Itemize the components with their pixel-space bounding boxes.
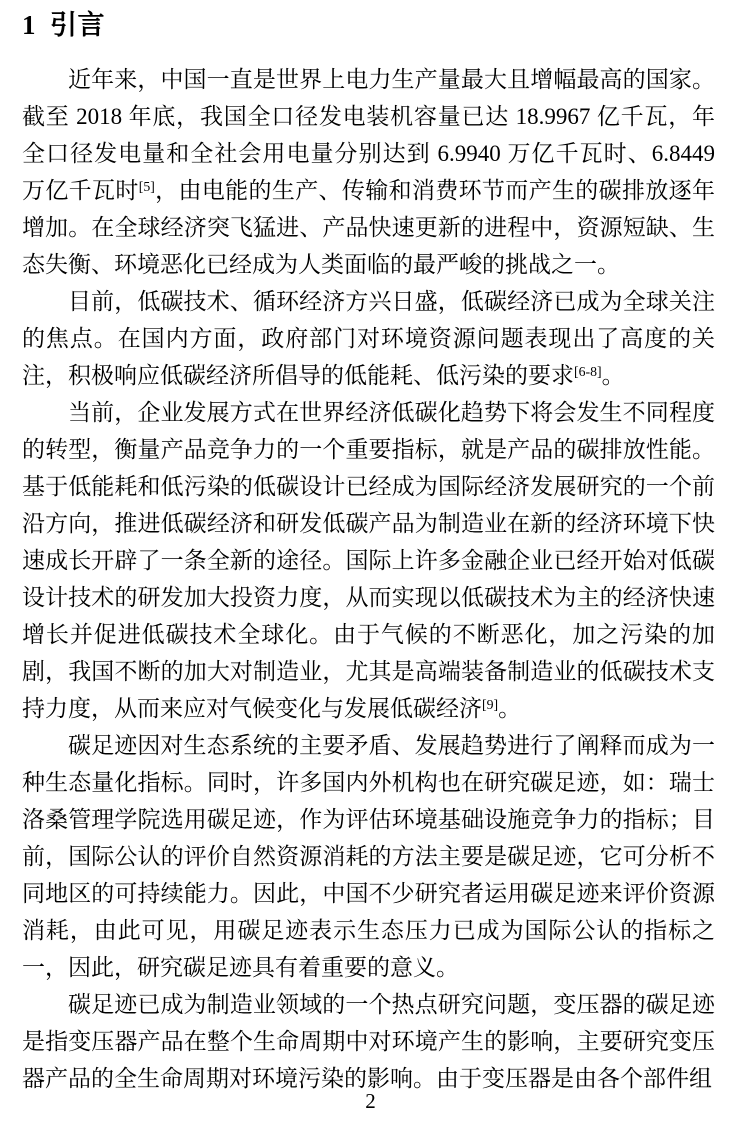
section-number: 1 [22, 10, 36, 40]
paragraph-enterprise-transition [22, 394, 715, 727]
paragraph-intro-power [22, 61, 715, 283]
section-heading [22, 8, 715, 42]
text-run: 。 [601, 363, 625, 388]
text-run: 碳足迹已成为制造业领域的一个热点研究问题，变压器的碳足迹是指变压器产品在整个生命周期中对环境产生的影响，主要研究变压器产品的全生命周期对环境污染的影响。由于变压器是由各个部件组 [22, 992, 715, 1091]
text-run: 近年来，中国一直是世界上电力生产量最大且增幅最高的国家。截至 2018 年底，我国全口径发电装机容量已达 18.9967 亿千瓦，年全口径发电量和全社会用电量分别达到 6.9940 万亿千瓦时、6.8449 万亿千瓦时 [22, 67, 715, 203]
page-number: 2 [365, 1089, 376, 1113]
text-run: 当前，企业发展方式在世界经济低碳化趋势下将会发生不同程度的转型，衡量产品竞争力的一个重要指标，就是产品的碳排放性能。基于低能耗和低污染的低碳设计已经成为国际经济发展研究的一个前沿方向，推进低碳经济和研发低碳产品为制造业在新的经济环境下快速成长开辟了一条全新的途径。国际上许多金融企业已经开始对低碳设计技术的研发加大投资力度，从而实现以低碳技术为主的经济快速增长并促进低碳技术全球化。由于气候的不断恶化，加之污染的加剧，我国不断的加大对制造业，尤其是高端装备制造业的低碳技术支持力度，从而来应对气候变化与发展低碳经济 [22, 400, 715, 721]
text-run: 碳足迹因对生态系统的主要矛盾、发展趋势进行了阐释而成为一种生态量化指标。同时，许多国内外机构也在研究碳足迹，如：瑞士洛桑管理学院选用碳足迹，作为评估环境基础设施竞争力的指标；目前，国际公认的评价自然资源消耗的方法主要是碳足迹，它可分析不同地区的可持续能力。因此，中国不少研究者运用碳足迹来评价资源消耗，由此可见，用碳足迹表示生态压力已成为国际公认的指标之一，因此，研究碳足迹具有着重要的意义。 [22, 733, 715, 980]
section-title: 引言 [50, 10, 105, 40]
citation-reference: [6-8] [574, 364, 602, 380]
text-run: ，由电能的生产、传输和消费环节而产生的碳排放逐年增加。在全球经济突飞猛进、产品快速更新的进程中，资源短缺、生态失衡、环境恶化已经成为人类面临的最严峻的挑战之一。 [22, 178, 716, 277]
text-run: 目前，低碳技术、循环经济方兴日盛，低碳经济已成为全球关注的焦点。在国内方面，政府部门对环境资源问题表现出了高度的关注，积极响应低碳经济所倡导的低能耗、低污染的要求 [22, 289, 715, 388]
citation-reference: [9] [482, 697, 499, 713]
document-body [22, 61, 715, 1097]
paragraph-low-carbon-focus [22, 283, 715, 394]
text-run: 。 [498, 696, 522, 721]
paragraph-carbon-footprint-indicator [22, 727, 715, 986]
citation-reference: [5] [138, 179, 155, 195]
paragraph-transformer-footprint [22, 986, 715, 1097]
